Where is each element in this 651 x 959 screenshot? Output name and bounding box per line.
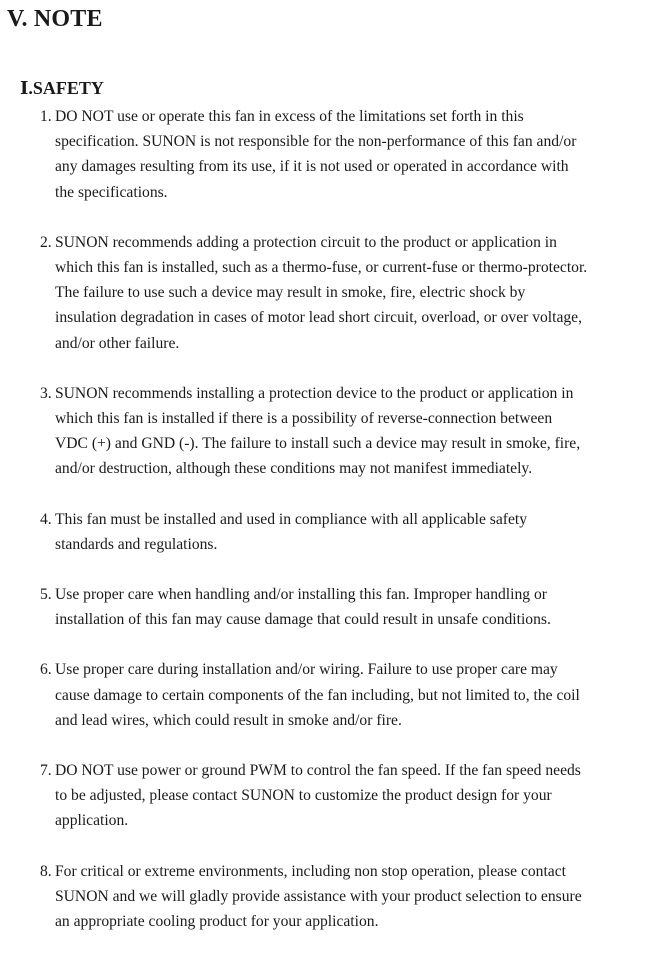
item-text-line: and/or other failure. xyxy=(55,334,180,352)
item-text-line: an appropriate cooling product for your application. xyxy=(55,913,379,931)
item-text-line: The failure to use such a device may result in smoke, fire, electric shock by xyxy=(55,284,526,302)
section-heading: Ⅰ.SAFETY xyxy=(20,78,104,98)
item-text-line: specification. SUNON is not responsible for the non-performance of this fan and/or xyxy=(55,133,577,151)
item-text-line: Use proper care when handling and/or installing this fan. Improper handling or xyxy=(55,586,547,604)
item-text-line: This fan must be installed and used in compliance with all applicable safety xyxy=(55,510,528,528)
safety-item xyxy=(40,230,640,356)
safety-list xyxy=(40,104,640,959)
item-text-line: application. xyxy=(55,812,129,830)
item-text-line: any damages resulting from its use, if it is not used or operated in accordance with xyxy=(55,158,569,176)
item-text-line: SUNON recommends adding a protection circuit to the product or application in xyxy=(55,233,557,251)
item-number: 1. xyxy=(40,108,52,125)
item-text-line: which this fan is installed, such as a thermo-fuse, or current-fuse or thermo-protector. xyxy=(55,259,588,277)
item-text-line: For critical or extreme environments, including non stop operation, please contact xyxy=(55,862,566,880)
item-text-line: which this fan is installed if there is a possibility of reverse-connection between xyxy=(55,410,553,428)
item-text-line: and/or destruction, although these conditions may not manifest immediately. xyxy=(55,460,533,478)
page-title: V. NOTE xyxy=(7,6,103,32)
item-text-line: installation of this fan may cause damage that could result in unsafe conditions. xyxy=(55,611,551,629)
item-number: 4. xyxy=(40,510,52,528)
safety-item xyxy=(40,104,640,205)
safety-item xyxy=(40,657,640,733)
safety-item xyxy=(40,859,640,935)
item-number: 5. xyxy=(40,586,52,604)
safety-item xyxy=(40,381,640,482)
item-text-line: the specifications. xyxy=(55,183,168,201)
item-number: 7. xyxy=(40,762,52,780)
item-number: 6. xyxy=(40,661,52,679)
safety-item xyxy=(40,758,640,834)
item-text-line: SUNON recommends installing a protection device to the product or application in xyxy=(55,384,574,402)
item-text-line: Use proper care during installation and/or wiring. Failure to use proper care may xyxy=(55,661,558,679)
safety-item xyxy=(40,507,640,557)
item-text-line: and lead wires, which could result in smoke and/or fire. xyxy=(55,711,402,729)
item-number: 8. xyxy=(40,862,52,880)
item-text-line: cause damage to certain components of the fan including, but not limited to, the coil xyxy=(55,686,580,704)
item-text-line: SUNON and we will gladly provide assistance with your product selection to ensure xyxy=(55,887,582,905)
item-text-line: DO NOT use or operate this fan in excess of the limitations set forth in this xyxy=(55,108,524,125)
item-text-line: VDC (+) and GND (-). The failure to install such a device may result in smoke, fire, xyxy=(55,435,581,453)
item-number: 3. xyxy=(40,384,52,402)
item-number: 2. xyxy=(40,233,52,251)
item-text-line: DO NOT use power or ground PWM to control the fan speed. If the fan speed needs xyxy=(55,762,581,780)
item-text-line: insulation degradation in cases of motor lead short circuit, overload, or over voltage, xyxy=(55,309,582,327)
safety-item xyxy=(40,582,640,632)
item-text-line: to be adjusted, please contact SUNON to customize the product design for your xyxy=(55,787,552,805)
item-text-line: standards and regulations. xyxy=(55,535,218,553)
